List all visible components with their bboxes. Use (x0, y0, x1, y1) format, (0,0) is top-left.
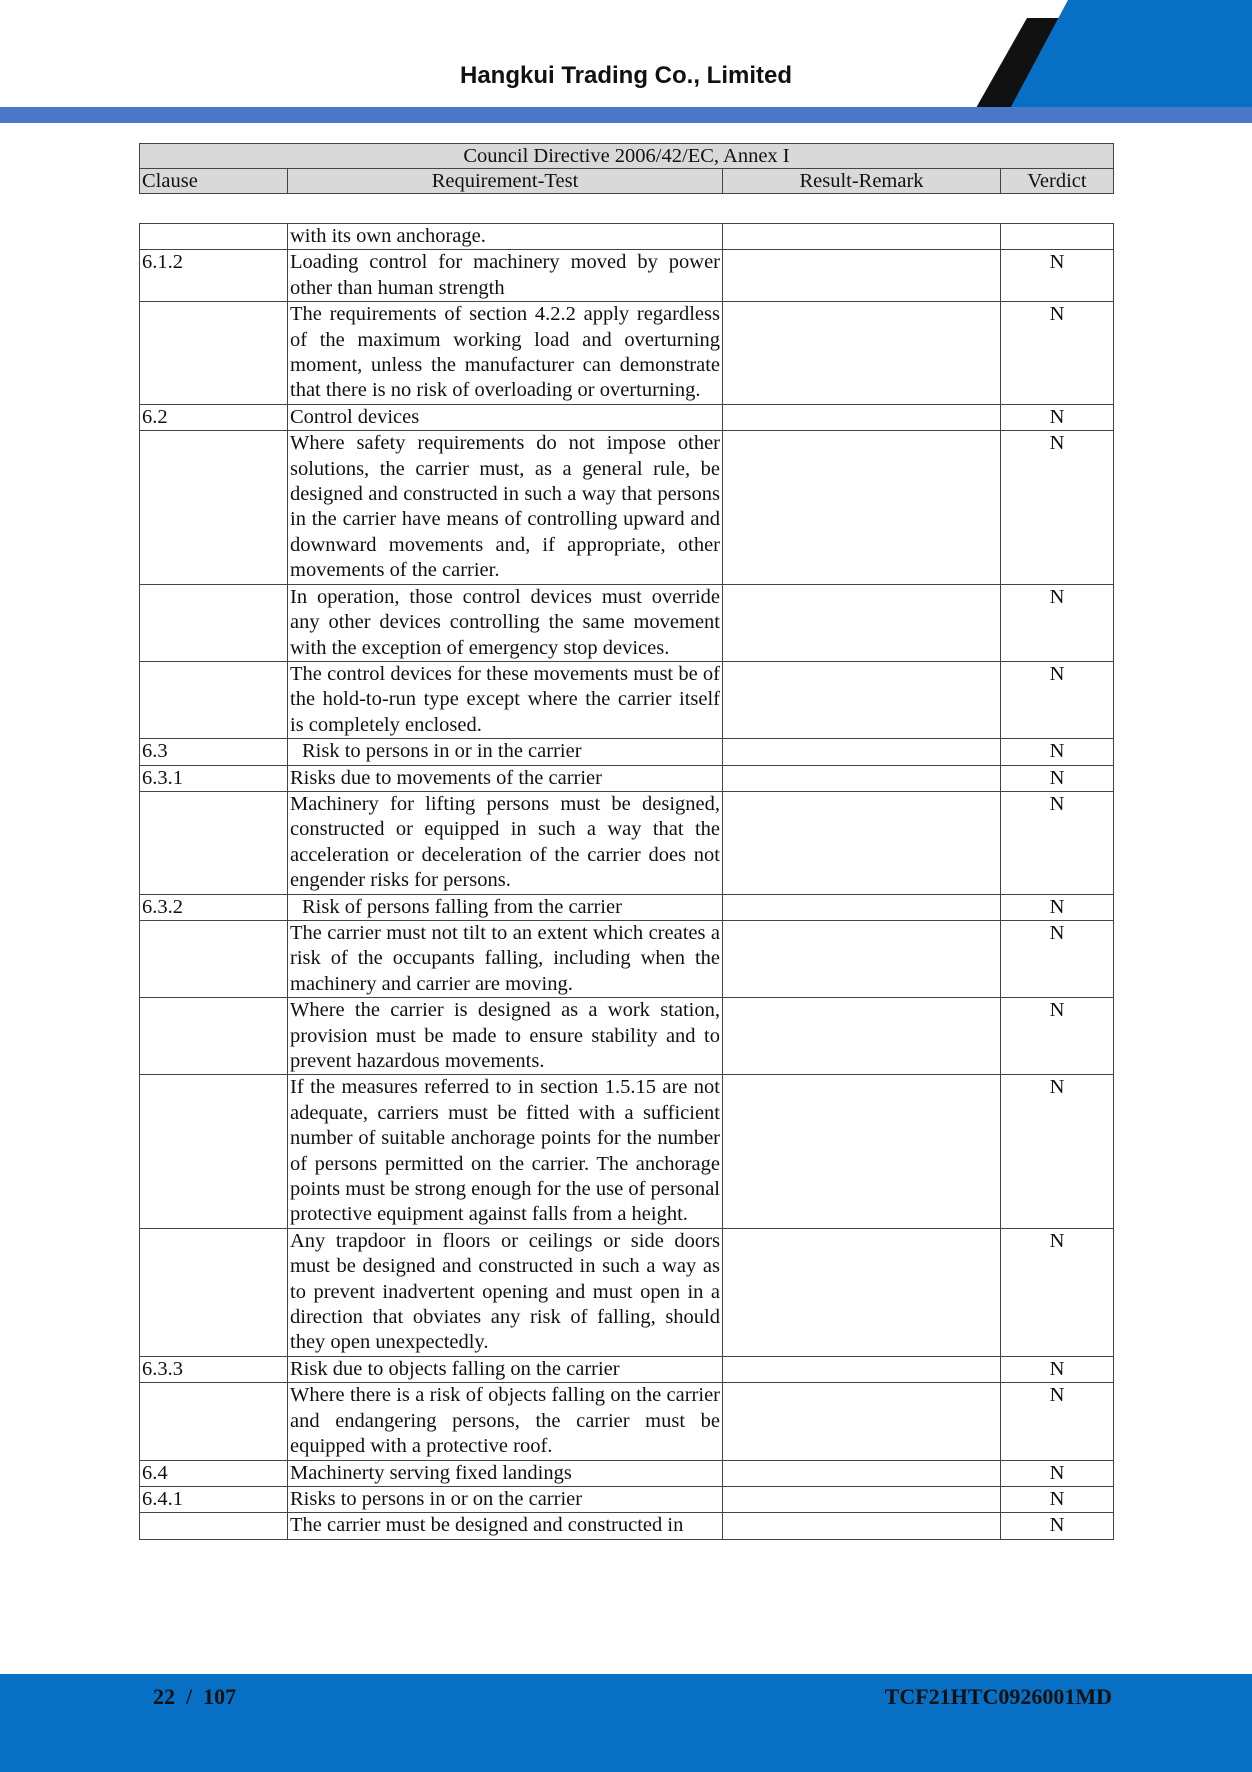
verdict-cell: N (1001, 584, 1114, 661)
verdict-cell (1001, 224, 1114, 250)
result-cell (723, 1075, 1001, 1228)
requirement-cell: The carrier must not tilt to an extent which creates a risk of the occupants falling, including when the machinery and carrier are moving. (288, 920, 723, 997)
clause-cell: 6.3 (140, 739, 288, 765)
table-row (140, 739, 1114, 765)
verdict-cell: N (1001, 739, 1114, 765)
verdict-cell: N (1001, 1486, 1114, 1512)
document-id: TCF21HTC0926001MD (884, 1684, 1112, 1709)
verdict-cell: N (1001, 765, 1114, 791)
result-cell (723, 791, 1001, 894)
table-row (140, 1075, 1114, 1228)
company-name: Hangkui Trading Co., Limited (459, 62, 792, 89)
result-cell (723, 404, 1001, 430)
verdict-cell: N (1001, 1513, 1114, 1539)
table-row (140, 661, 1114, 738)
table-row (140, 1228, 1114, 1356)
clause-cell (140, 224, 288, 250)
clause-cell (140, 661, 288, 738)
result-cell (723, 894, 1001, 920)
verdict-cell: N (1001, 1460, 1114, 1486)
requirement-cell: The control devices for these movements must be of the hold-to-run type except where the carrier itself is completely enclosed. (288, 661, 723, 738)
table-row (140, 998, 1114, 1075)
requirement-cell: Risk of persons falling from the carrier (288, 894, 723, 920)
clause-cell (140, 791, 288, 894)
requirement-cell: If the measures referred to in section 1.5.15 are not adequate, carriers must be fitted with a sufficient number of suitable anchorage points for the number of persons permitted on the carrier. The anchorage points must be strong enough for the use of personal protective equipment against falls from a height. (288, 1075, 723, 1228)
clause-cell (140, 1383, 288, 1460)
verdict-cell: N (1001, 1075, 1114, 1228)
table-row (140, 791, 1114, 894)
table-row (140, 404, 1114, 430)
clause-cell: 6.2 (140, 404, 288, 430)
requirement-cell: Risk to persons in or in the carrier (288, 739, 723, 765)
requirement-cell: Where safety requirements do not impose other solutions, the carrier must, as a general rule, be designed and constructed in such a way that persons in the carrier have means of controlling upward and downward movements and, if appropriate, other movements of the carrier. (288, 431, 723, 584)
verdict-cell: N (1001, 998, 1114, 1075)
clause-cell: 6.1.2 (140, 250, 288, 302)
verdict-cell: N (1001, 894, 1114, 920)
clause-cell: 6.4.1 (140, 1486, 288, 1512)
clause-cell (140, 998, 288, 1075)
table-row (140, 224, 1114, 250)
result-cell (723, 431, 1001, 584)
result-cell (723, 998, 1001, 1075)
clause-cell (140, 1228, 288, 1356)
clause-cell (140, 1075, 288, 1228)
clause-cell (140, 584, 288, 661)
table-row (140, 1486, 1114, 1512)
verdict-cell: N (1001, 302, 1114, 405)
requirement-cell: Where the carrier is designed as a work station, provision must be made to ensure stability and to prevent hazardous movements. (288, 998, 723, 1075)
column-header-verdict: Verdict (1001, 169, 1114, 194)
clause-cell: 6.4 (140, 1460, 288, 1486)
table-row (140, 765, 1114, 791)
clause-cell (140, 920, 288, 997)
result-cell (723, 1513, 1001, 1539)
verdict-cell: N (1001, 250, 1114, 302)
result-cell (723, 920, 1001, 997)
verdict-cell: N (1001, 661, 1114, 738)
requirement-cell: The requirements of section 4.2.2 apply regardless of the maximum working load and overturning moment, unless the manufacturer can demonstrate that there is no risk of overloading or overturning. (288, 302, 723, 405)
table-row (140, 1460, 1114, 1486)
requirement-cell: Loading control for machinery moved by power other than human strength (288, 250, 723, 302)
verdict-cell: N (1001, 791, 1114, 894)
result-cell (723, 661, 1001, 738)
result-cell (723, 739, 1001, 765)
clause-cell: 6.3.3 (140, 1356, 288, 1382)
table-row (140, 920, 1114, 997)
result-cell (723, 250, 1001, 302)
requirement-cell: Any trapdoor in floors or ceilings or side doors must be designed and constructed in such a way as to prevent inadvertent opening and must open in a direction that obviates any risk of falling, should they open unexpectedly. (288, 1228, 723, 1356)
verdict-cell: N (1001, 1228, 1114, 1356)
requirement-cell: The carrier must be designed and constructed in (288, 1513, 723, 1539)
header-band (0, 107, 1252, 123)
verdict-cell: N (1001, 1356, 1114, 1382)
result-cell (723, 1383, 1001, 1460)
requirement-cell: with its own anchorage. (288, 224, 723, 250)
table-row (140, 250, 1114, 302)
result-cell (723, 765, 1001, 791)
result-cell (723, 1228, 1001, 1356)
header-blue-block (1005, 0, 1252, 118)
clause-cell (140, 1513, 288, 1539)
table-title: Council Directive 2006/42/EC, Annex I (140, 144, 1114, 169)
verdict-cell: N (1001, 920, 1114, 997)
requirement-cell: Control devices (288, 404, 723, 430)
result-cell (723, 1460, 1001, 1486)
requirement-cell: Where there is a risk of objects falling on the carrier and endangering persons, the carrier must be equipped with a protective roof. (288, 1383, 723, 1460)
column-header-requirement: Requirement-Test (288, 169, 723, 194)
result-cell (723, 224, 1001, 250)
table-row (140, 1383, 1114, 1460)
table-row (140, 894, 1114, 920)
clause-cell: 6.3.2 (140, 894, 288, 920)
result-cell (723, 584, 1001, 661)
requirement-cell: Risks due to movements of the carrier (288, 765, 723, 791)
page-header (0, 0, 1252, 125)
result-cell (723, 1356, 1001, 1382)
requirement-cell: Machinerty serving fixed landings (288, 1460, 723, 1486)
page-number: 22 / 107 (153, 1684, 237, 1709)
table-row (140, 1356, 1114, 1382)
column-header-clause: Clause (140, 169, 288, 194)
table-row (140, 431, 1114, 584)
verdict-cell: N (1001, 1383, 1114, 1460)
result-cell (723, 1486, 1001, 1512)
clause-cell (140, 302, 288, 405)
table-row (140, 584, 1114, 661)
requirement-cell: Risks to persons in or on the carrier (288, 1486, 723, 1512)
table-row (140, 302, 1114, 405)
table-row (140, 1513, 1114, 1539)
clause-cell (140, 431, 288, 584)
table-header (139, 143, 1114, 194)
requirement-cell: Machinery for lifting persons must be designed, constructed or equipped in such a way that the acceleration or deceleration of the carrier does not engender risks for persons. (288, 791, 723, 894)
requirement-cell: In operation, those control devices must override any other devices controlling the same movement with the exception of emergency stop devices. (288, 584, 723, 661)
column-header-result: Result-Remark (723, 169, 1001, 194)
requirements-table (139, 223, 1114, 1540)
clause-cell: 6.3.1 (140, 765, 288, 791)
verdict-cell: N (1001, 431, 1114, 584)
requirement-cell: Risk due to objects falling on the carrier (288, 1356, 723, 1382)
result-cell (723, 302, 1001, 405)
verdict-cell: N (1001, 404, 1114, 430)
